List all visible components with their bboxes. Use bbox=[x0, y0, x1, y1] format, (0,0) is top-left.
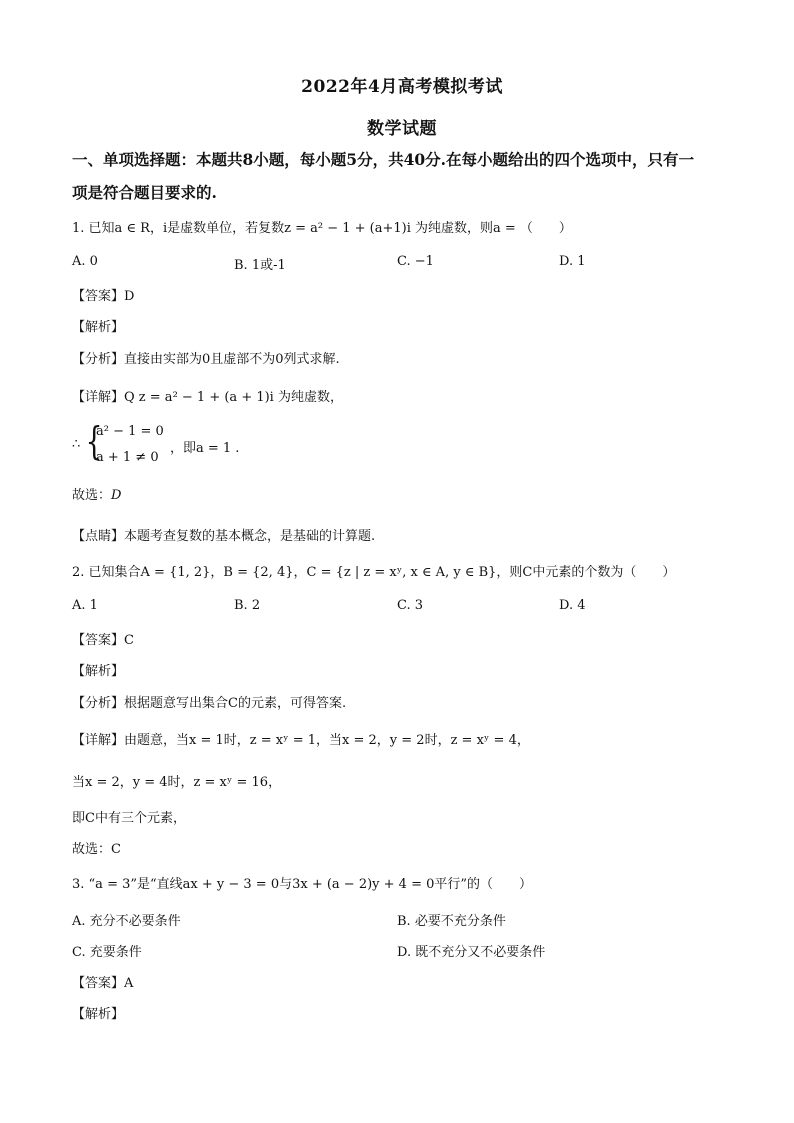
choose-label: 故选： bbox=[72, 842, 112, 857]
therefore-symbol: ∴ bbox=[72, 437, 81, 452]
q1-system-eq1: a² − 1 = 0 bbox=[96, 424, 164, 439]
q3-answer-value: A bbox=[124, 976, 134, 991]
q2-option-b: B. 2 bbox=[234, 598, 261, 613]
answer-label: 【答案】 bbox=[72, 976, 125, 991]
analysis-label: 【分析】 bbox=[72, 696, 125, 711]
q3-option-d: D. 既不充分又不必要条件 bbox=[397, 945, 546, 960]
q2-analysis-head: 【解析】 bbox=[72, 664, 125, 679]
q2-detail1-text: 由题意，当x = 1时，z = xʸ = 1，当x = 2，y = 2时，z = xʸ = 4， bbox=[124, 733, 530, 748]
q3-analysis-head: 【解析】 bbox=[72, 1007, 125, 1022]
exam-subtitle: 数学试题 bbox=[367, 119, 437, 139]
q2-option-a: A. 1 bbox=[72, 598, 98, 613]
q1-detail-text: Q z = a² − 1 + (a + 1)i 为纯虚数， bbox=[124, 390, 343, 405]
q1-detail bbox=[72, 386, 343, 405]
q3-option-c: C. 充要条件 bbox=[72, 945, 142, 960]
q3-stem: 3. “a = 3”是“直线ax + y − 3 = 0与3x + (a − 2)y + 4 = 0平行”的（ ） bbox=[72, 877, 533, 892]
q1-equation-system bbox=[72, 419, 372, 472]
q1-system-eq2: a + 1 ≠ 0 bbox=[96, 450, 159, 465]
q1-stem: 1. 已知a ∈ R，i是虚数单位，若复数z = a² − 1 + (a+1)i 为纯虚数，则a = （ ） bbox=[72, 221, 572, 236]
q1-option-d: D. 1 bbox=[559, 254, 586, 269]
q2-answer-value: C bbox=[124, 633, 134, 648]
section-heading-line2: 项是符合题目要求的. bbox=[72, 183, 217, 202]
section-heading-line1: 一、单项选择题：本题共8小题，每小题5分，共40分.在每小题给出的四个选项中，只有一 bbox=[72, 150, 695, 169]
q2-choose bbox=[72, 838, 121, 857]
q2-answer bbox=[72, 629, 134, 648]
detail-label: 【详解】 bbox=[72, 390, 125, 405]
q1-option-b: B. 1或-1 bbox=[234, 258, 286, 273]
q2-detail-line2: 当x = 2，y = 4时，z = xʸ = 16， bbox=[72, 775, 282, 790]
exam-title: 2022年4月高考模拟考试 bbox=[301, 77, 503, 97]
q2-choose-value: C bbox=[111, 842, 121, 857]
q1-system-conclusion: ，即a = 1 . bbox=[170, 441, 240, 456]
q1-option-c: C. −1 bbox=[397, 254, 434, 269]
q1-answer bbox=[72, 285, 134, 304]
q1-answer-value: D bbox=[124, 289, 135, 304]
q1-analysis-text: 直接由实部为0且虚部不为0列式求解. bbox=[124, 352, 340, 367]
analysis-label: 【分析】 bbox=[72, 352, 125, 367]
q1-comment-text: 本题考查复数的基本概念，是基础的计算题. bbox=[124, 529, 376, 544]
left-brace: { bbox=[85, 419, 103, 463]
answer-label: 【答案】 bbox=[72, 289, 125, 304]
q2-option-d: D. 4 bbox=[559, 598, 586, 613]
q1-analysis bbox=[72, 348, 340, 367]
q2-stem: 2. 已知集合A = {1, 2}，B = {2, 4}，C = {z | z = xʸ, x ∈ A, y ∈ B}，则C中元素的个数为（ ） bbox=[72, 565, 676, 580]
q3-option-b: B. 必要不充分条件 bbox=[397, 914, 506, 929]
q1-choose-value: D bbox=[111, 488, 122, 503]
q2-detail-line3: 即C中有三个元素， bbox=[72, 811, 186, 826]
q2-analysis-text: 根据题意写出集合C的元素，可得答案. bbox=[124, 696, 347, 711]
q2-detail-line1 bbox=[72, 729, 530, 748]
q3-option-a: A. 充分不必要条件 bbox=[72, 914, 181, 929]
q1-choose bbox=[72, 484, 121, 503]
answer-label: 【答案】 bbox=[72, 633, 125, 648]
q3-answer bbox=[72, 972, 133, 991]
q2-analysis bbox=[72, 692, 346, 711]
comment-label: 【点睛】 bbox=[72, 529, 125, 544]
q2-option-c: C. 3 bbox=[397, 598, 424, 613]
choose-label: 故选： bbox=[72, 488, 112, 503]
q1-comment bbox=[72, 525, 375, 544]
q1-analysis-head: 【解析】 bbox=[72, 320, 125, 335]
q1-option-a: A. 0 bbox=[72, 254, 98, 269]
detail-label: 【详解】 bbox=[72, 733, 125, 748]
